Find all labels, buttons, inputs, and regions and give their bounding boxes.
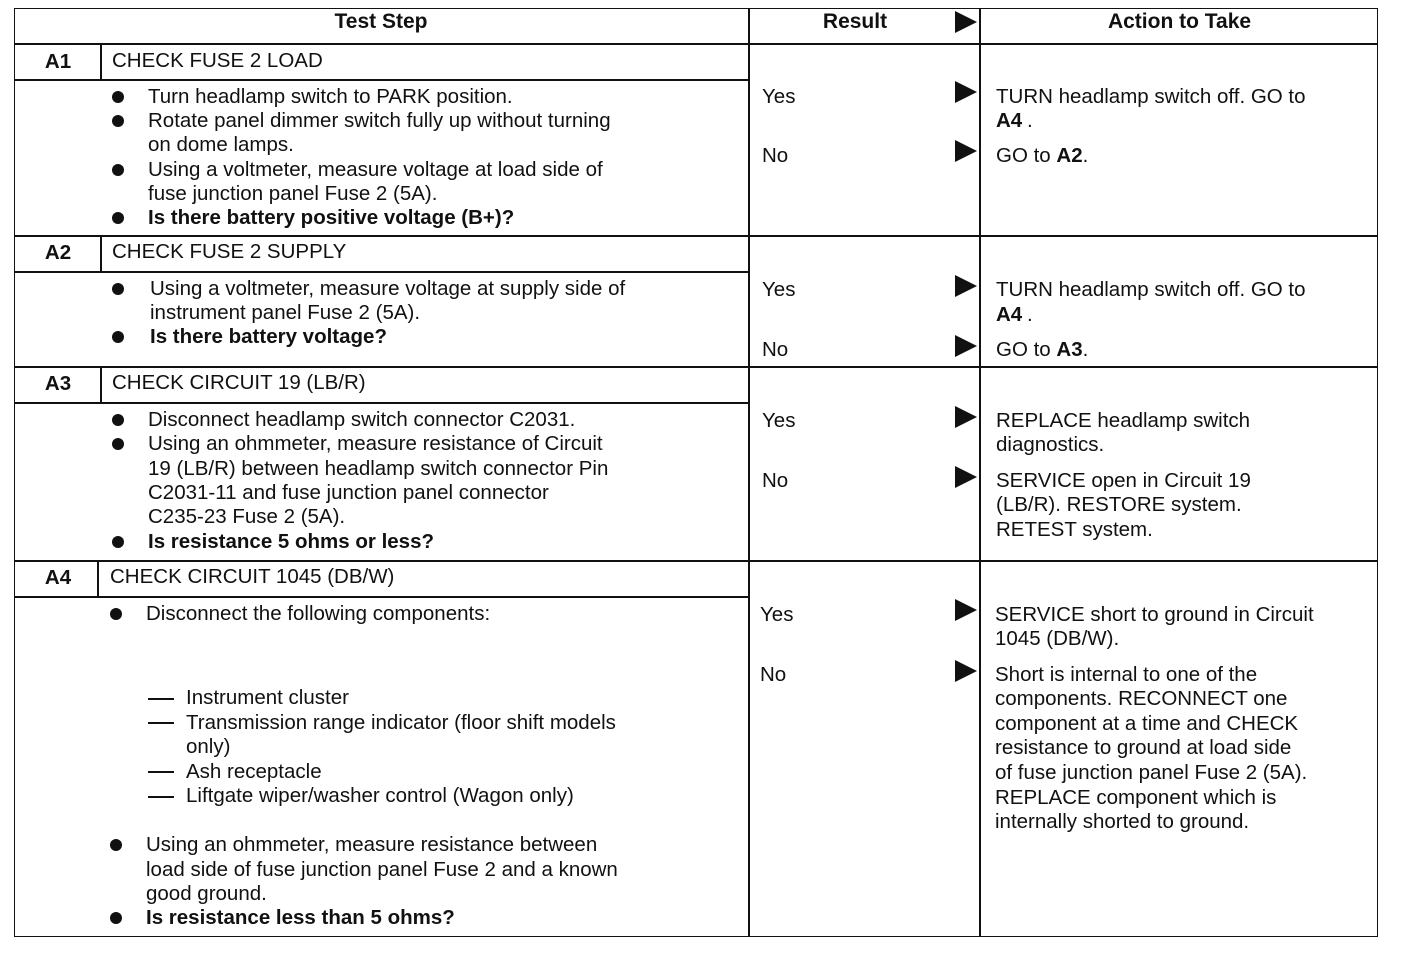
action-no: internally shorted to ground. — [995, 810, 1250, 833]
step-question: Is resistance less than 5 ohms? — [146, 906, 455, 929]
row-divider — [14, 560, 1378, 562]
title-divider — [14, 271, 748, 273]
step-id-a3: A3 — [44, 372, 72, 395]
step-instruction: 19 (LB/R) between headlamp switch connector Pin — [148, 457, 609, 480]
column-divider-result — [748, 8, 750, 937]
action-ref: A4 — [996, 303, 1023, 326]
step-instruction: Using an ohmmeter, measure resistance of Circuit — [148, 432, 603, 455]
header-action: Action to Take — [1107, 10, 1252, 33]
action-no: component at a time and CHECK — [995, 712, 1299, 735]
bullet-icon — [112, 331, 124, 343]
action-yes: TURN headlamp switch off. GO to — [996, 85, 1306, 108]
step-instruction: on dome lamps. — [148, 133, 294, 156]
header-divider — [14, 43, 1378, 45]
title-divider — [14, 596, 748, 598]
action-no: Short is internal to one of the — [995, 663, 1258, 686]
action-no: components. RECONNECT one — [995, 687, 1288, 710]
action-ref: A2 — [1056, 144, 1083, 167]
component-item: Transmission range indicator (floor shift models — [186, 711, 616, 734]
step-instruction: Using a voltmeter, measure voltage at supply side of — [150, 277, 626, 300]
step-instruction: fuse junction panel Fuse 2 (5A). — [148, 182, 438, 205]
action-no: (LB/R). RESTORE system. — [996, 493, 1242, 516]
result-yes: Yes — [762, 409, 796, 432]
action-period: . — [1027, 109, 1033, 132]
action-no: RETEST system. — [996, 518, 1153, 541]
action-yes: SERVICE short to ground in Circuit — [995, 603, 1314, 626]
header-arrow-icon — [955, 11, 977, 33]
dash-icon — [148, 796, 174, 798]
step-question: Is there battery positive voltage (B+)? — [148, 206, 515, 229]
result-yes: Yes — [762, 85, 796, 108]
step-id-a2: A2 — [44, 241, 72, 264]
title-divider — [14, 402, 748, 404]
step-instruction: Rotate panel dimmer switch fully up without turning — [148, 109, 611, 132]
action-no-text: GO to — [996, 338, 1057, 361]
result-no: No — [762, 469, 789, 492]
action-no — [996, 144, 1088, 169]
action-no: of fuse junction panel Fuse 2 (5A). — [995, 761, 1308, 784]
result-no: No — [762, 338, 789, 361]
arrow-right-icon — [955, 335, 977, 357]
arrow-right-icon — [955, 660, 977, 682]
result-yes: Yes — [762, 278, 796, 301]
step-id-a1: A1 — [44, 50, 72, 73]
bullet-icon — [110, 608, 122, 620]
result-no: No — [762, 144, 789, 167]
step-title-a2: CHECK FUSE 2 SUPPLY — [112, 240, 347, 263]
step-instruction: Using an ohmmeter, measure resistance between — [146, 833, 598, 856]
bullet-icon — [112, 164, 124, 176]
step-title-a1: CHECK FUSE 2 LOAD — [112, 49, 323, 72]
step-instruction: load side of fuse junction panel Fuse 2 and a known — [146, 858, 618, 881]
component-item: Liftgate wiper/washer control (Wagon only) — [186, 784, 574, 807]
dash-icon — [148, 722, 174, 724]
step-id-a4: A4 — [44, 566, 72, 589]
step-instruction: Turn headlamp switch to PARK position. — [148, 85, 513, 108]
action-yes: REPLACE headlamp switch — [996, 409, 1251, 432]
header-test-step: Test Step — [334, 10, 428, 33]
bullet-icon — [112, 115, 124, 127]
action-ref: A3 — [1056, 338, 1083, 361]
result-no: No — [760, 663, 787, 686]
bullet-icon — [112, 438, 124, 450]
row-divider — [14, 235, 1378, 237]
bullet-icon — [112, 283, 124, 295]
arrow-right-icon — [955, 466, 977, 488]
step-instruction: Disconnect the following components: — [146, 602, 491, 625]
component-item: Instrument cluster — [186, 686, 349, 709]
action-period: . — [1082, 338, 1089, 361]
step-instruction: instrument panel Fuse 2 (5A). — [150, 301, 421, 324]
title-divider — [14, 79, 748, 81]
step-instruction: C235-23 Fuse 2 (5A). — [148, 505, 346, 528]
row-divider — [14, 366, 1378, 368]
component-item: Ash receptacle — [186, 760, 322, 783]
action-no: REPLACE component which is — [995, 786, 1277, 809]
dash-icon — [148, 771, 174, 773]
bullet-icon — [112, 536, 124, 548]
action-period: . — [1082, 144, 1089, 167]
step-question: Is there battery voltage? — [150, 325, 387, 348]
dash-icon — [148, 698, 174, 700]
action-yes: TURN headlamp switch off. GO to — [996, 278, 1306, 301]
step-instruction: C2031-11 and fuse junction panel connector — [148, 481, 549, 504]
arrow-right-icon — [955, 599, 977, 621]
step-id-divider — [100, 235, 102, 271]
component-item: only) — [186, 735, 231, 758]
action-yes: 1045 (DB/W). — [995, 627, 1120, 650]
result-yes: Yes — [760, 603, 794, 626]
step-instruction: Using a voltmeter, measure voltage at load side of — [148, 158, 603, 181]
bullet-icon — [112, 91, 124, 103]
action-no: SERVICE open in Circuit 19 — [996, 469, 1251, 492]
arrow-right-icon — [955, 275, 977, 297]
action-yes: diagnostics. — [996, 433, 1105, 456]
bullet-icon — [112, 212, 124, 224]
step-id-divider — [100, 43, 102, 79]
step-instruction: good ground. — [146, 882, 267, 905]
arrow-right-icon — [955, 81, 977, 103]
step-title-a4: CHECK CIRCUIT 1045 (DB/W) — [110, 565, 395, 588]
action-no — [996, 338, 1088, 363]
step-instruction: Disconnect headlamp switch connector C2031. — [148, 408, 576, 431]
arrow-right-icon — [955, 406, 977, 428]
bullet-icon — [112, 414, 124, 426]
step-id-divider — [100, 366, 102, 402]
bullet-icon — [110, 912, 122, 924]
action-no-text: GO to — [996, 144, 1057, 167]
action-period: . — [1027, 303, 1033, 326]
step-title-a3: CHECK CIRCUIT 19 (LB/R) — [112, 371, 366, 394]
step-question: Is resistance 5 ohms or less? — [148, 530, 434, 553]
step-id-divider — [97, 560, 99, 596]
action-no: resistance to ground at load side — [995, 736, 1292, 759]
arrow-right-icon — [955, 140, 977, 162]
bullet-icon — [110, 839, 122, 851]
header-result: Result — [822, 10, 888, 33]
action-ref: A4 — [996, 109, 1023, 132]
column-divider-action — [979, 8, 981, 937]
